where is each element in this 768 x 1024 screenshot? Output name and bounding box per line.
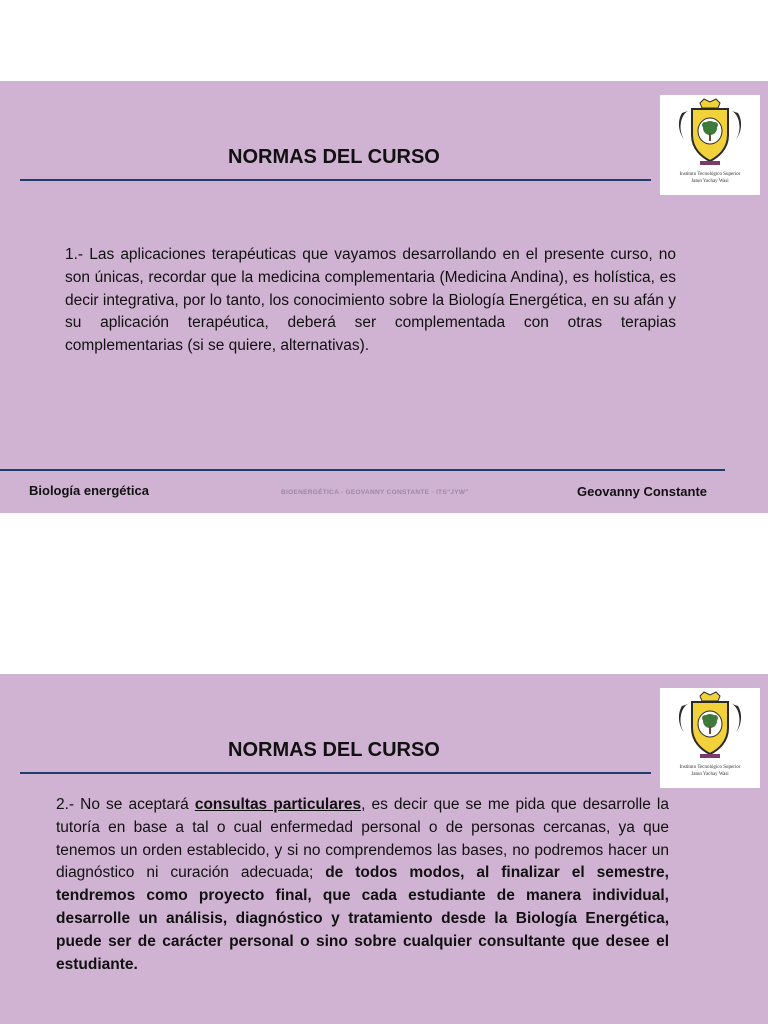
body-intro: 2.- No se aceptará [56, 796, 195, 813]
footer-center-text: BIOENERGÉTICA - GEOVANNY CONSTANTE - ITS"JYW" [281, 489, 469, 496]
title-underline [20, 772, 651, 774]
slide-title: NORMAS DEL CURSO [228, 739, 440, 761]
slide-body-text: 1.- Las aplicaciones terapéuticas que vayamos desarrollando en el presente curso, no son únicas, recordar que la medicina complementaria (Medicina Andina), es holística, es decir integrativa, por lo tanto, los conocimiento sobre la Biología Energética, en su afán y su aplicación terapéutica, deberá ser complementada con otras terapias complementarias (si se quiere, alternativas). [65, 246, 676, 355]
logo-caption [660, 764, 760, 778]
body-underlined-phrase: consultas particulares [194, 796, 362, 813]
title-underline [20, 179, 651, 181]
institute-logo [660, 688, 760, 788]
crest-icon [660, 95, 760, 171]
footer-author: Geovanny Constante [577, 484, 708, 499]
logo-caption [660, 171, 760, 185]
body-bold-conclusion: de todos modos, al finalizar el semestre, tendremos como proyecto final, que cada estudiante de manera individual, desarrolle un análisis, diagnóstico y tratamiento desde la Biología Energética, puede ser de carácter personal o sino sobre cualquier consultante que desee el estudiante. [56, 864, 669, 973]
slide-title: NORMAS DEL CURSO [228, 146, 440, 168]
slide-1 [0, 81, 768, 513]
logo-caption-line-2: Jatun Yachay Wasi [691, 179, 729, 184]
body-middle: , es decir que se me pida que desarrolle la tutoría en base a tal o cual enfermedad personal o de personas cercanas, ya que tenemos un orden establecido, y si no comprendemos las bases, no podremos hacer un diagnóstico ni curación adecuada; [56, 796, 669, 882]
institute-logo [660, 95, 760, 195]
crest-icon [660, 688, 760, 764]
footer-course-name: Biología energética [29, 483, 149, 498]
logo-caption-line-2: Jatun Yachay Wasi [691, 772, 729, 777]
logo-caption-line-1: Instituto Tecnológico Superior [679, 765, 741, 770]
slide-body-text [56, 794, 669, 976]
slide-2 [0, 674, 768, 1024]
logo-caption-line-1: Instituto Tecnológico Superior [679, 172, 741, 177]
footer-rule [0, 469, 725, 471]
